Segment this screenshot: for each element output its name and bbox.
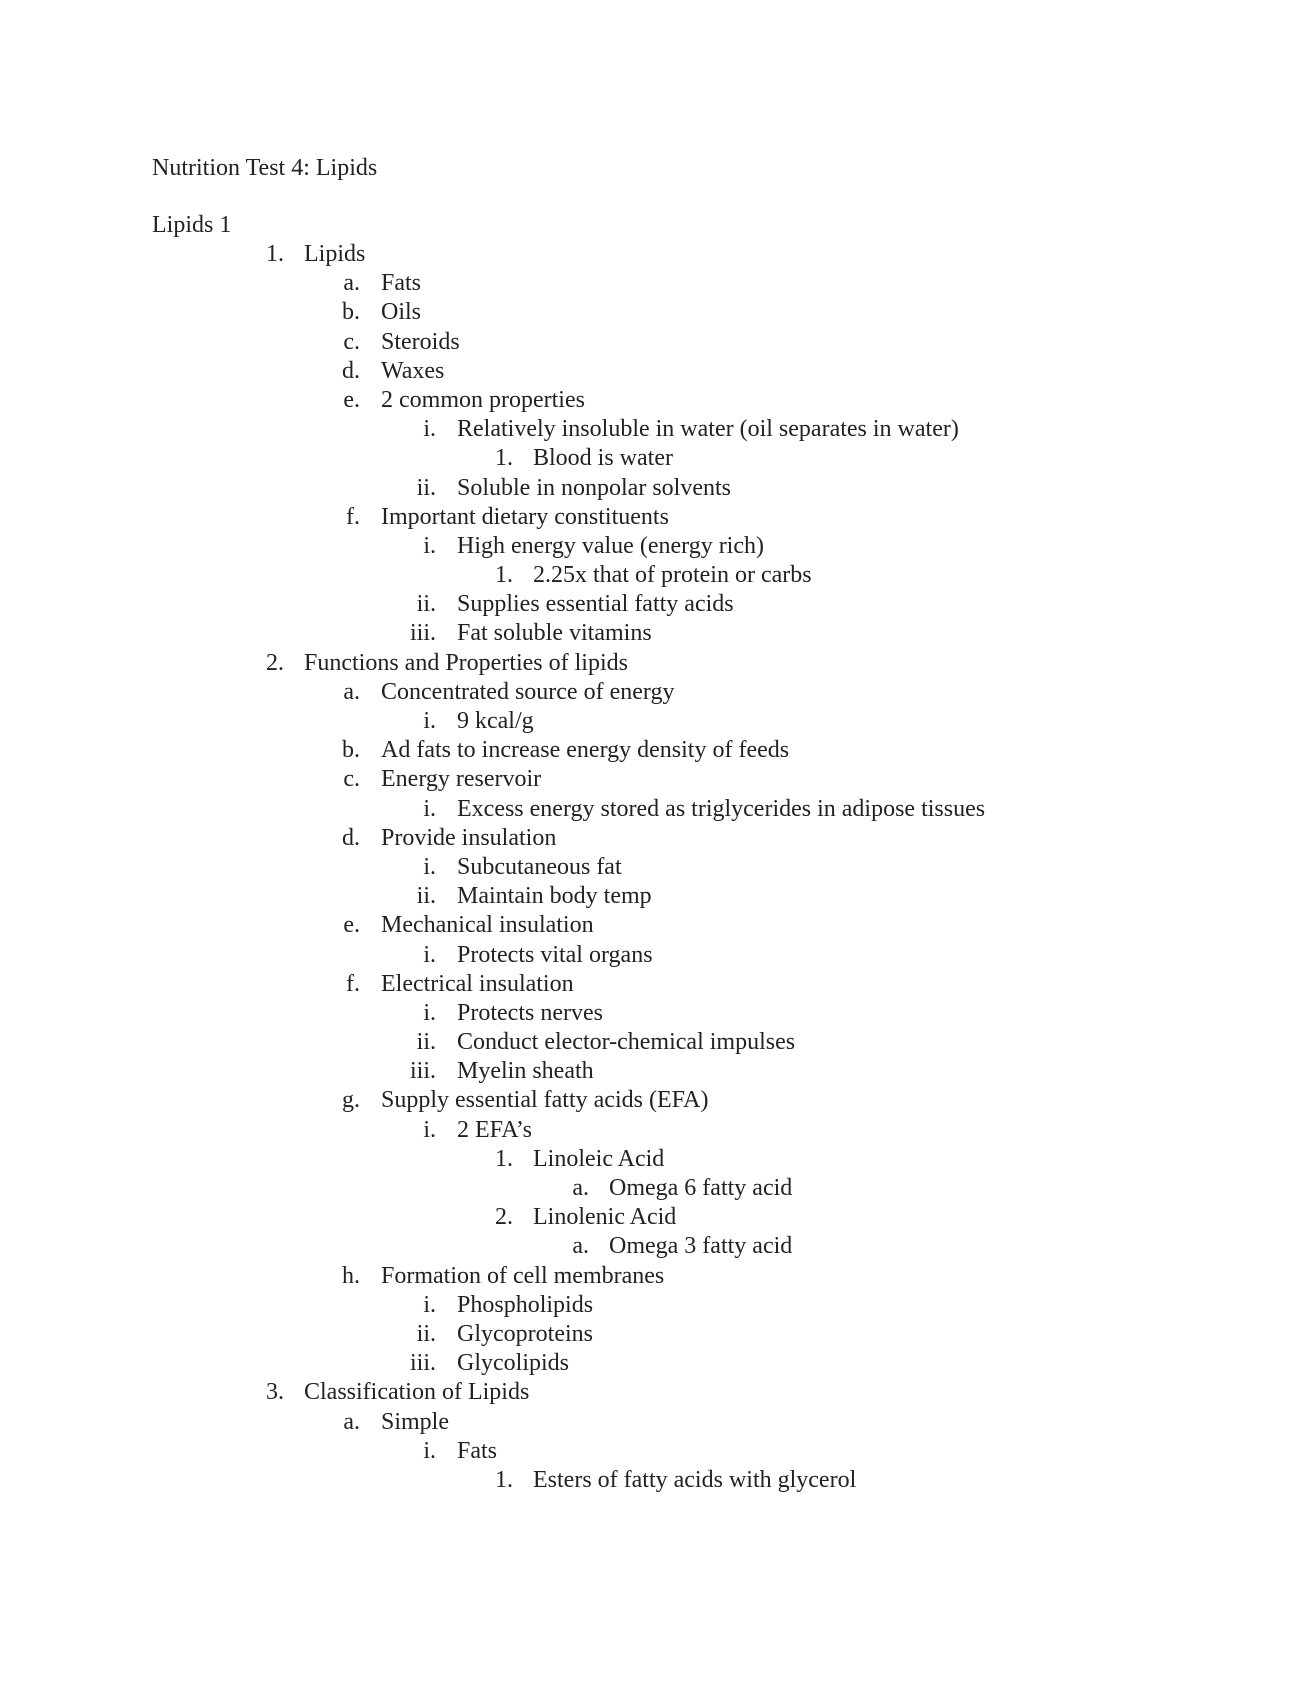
outline-item-level-3 [0, 1437, 1306, 1466]
outline-text: Linoleic Acid [533, 1145, 665, 1172]
outline-marker: i. [423, 1291, 436, 1318]
outline-item-level-5 [0, 1174, 1306, 1203]
outline-text: Maintain body temp [457, 883, 652, 910]
outline-marker: 1. [495, 1466, 513, 1493]
outline-text: 2 common properties [381, 386, 585, 413]
outline-text: Glycoproteins [457, 1320, 593, 1347]
outline-item-level-2 [0, 736, 1306, 765]
outline-item-level-2 [0, 1262, 1306, 1291]
outline-text: 2 EFA’s [457, 1116, 532, 1143]
outline-item-level-4 [0, 444, 1306, 473]
outline-marker: a. [572, 1175, 589, 1201]
outline-text: 2.25x that of protein or carbs [533, 562, 812, 589]
outline-text: Fat soluble vitamins [457, 620, 652, 647]
outline-marker: 1. [495, 562, 513, 589]
outline-text: Linolenic Acid [533, 1204, 677, 1231]
outline-item-level-3 [0, 590, 1306, 619]
outline-marker: ii. [416, 1320, 436, 1347]
outline-text: Glycolipids [457, 1350, 569, 1377]
outline-item-level-3 [0, 707, 1306, 736]
outline-marker: a. [572, 1233, 589, 1260]
section-heading: Lipids 1 [152, 212, 232, 238]
outline-text: Conduct elector-chemical impulses [457, 1029, 796, 1056]
outline-marker: iii. [409, 1058, 436, 1085]
outline-item-level-3 [0, 1057, 1306, 1086]
outline-text: Classification of Lipids [304, 1379, 530, 1406]
outline-item-level-3 [0, 1028, 1306, 1057]
outline-item-level-2 [0, 328, 1306, 357]
outline-item-level-2 [0, 1086, 1306, 1115]
outline-marker: 2. [266, 649, 284, 676]
outline-text: Simple [381, 1408, 450, 1435]
outline-marker: c. [343, 328, 360, 355]
outline-text: Excess energy stored as triglycerides in adipose tissues [457, 795, 986, 822]
outline-item-level-5 [0, 1232, 1306, 1261]
outline-marker: f. [346, 503, 360, 530]
outline-text: Fats [457, 1437, 498, 1464]
outline-item-level-2 [0, 1408, 1306, 1437]
outline-marker: ii. [416, 1029, 436, 1056]
outline-marker: i. [423, 795, 436, 822]
outline-text: 9 kcal/g [457, 708, 534, 734]
outline-item-level-4 [0, 1145, 1306, 1174]
outline-item-level-3 [0, 853, 1306, 882]
outline-item-level-1 [0, 240, 1306, 269]
outline-text: Oils [381, 299, 422, 326]
outline-marker: ii. [416, 883, 436, 910]
outline-text: Myelin sheath [457, 1058, 594, 1085]
outline-item-level-2 [0, 678, 1306, 707]
outline-marker: a. [343, 1408, 360, 1435]
outline-marker: g. [342, 1087, 360, 1114]
outline-marker: c. [343, 766, 360, 793]
outline-item-level-3 [0, 941, 1306, 970]
outline-text: Waxes [381, 357, 445, 384]
outline-text: Phospholipids [457, 1291, 594, 1318]
outline-text: Ad fats to increase energy density of feeds [381, 737, 790, 764]
outline-item-level-1 [0, 1378, 1306, 1407]
outline-marker: d. [342, 357, 360, 384]
outline-marker: i. [423, 941, 436, 968]
outline-marker: h. [342, 1262, 360, 1289]
outline-text: Provide insulation [381, 824, 557, 851]
outline-text: Concentrated source of energy [381, 678, 675, 705]
outline-item-level-3 [0, 415, 1306, 444]
outline-marker: i. [423, 1116, 436, 1143]
outline-item-level-2 [0, 357, 1306, 386]
outline-marker: i. [423, 853, 436, 880]
document-title: Nutrition Test 4: Lipids [152, 155, 378, 181]
outline-text: Important dietary constituents [381, 503, 669, 530]
outline-text: Supplies essential fatty acids [457, 591, 734, 618]
outline-marker: a. [343, 270, 360, 297]
outline-item-level-4 [0, 1466, 1306, 1495]
outline-marker: 2. [495, 1204, 513, 1231]
outline-item-level-3 [0, 999, 1306, 1028]
outline-text: Lipids [304, 241, 366, 267]
outline-text: Electrical insulation [381, 970, 574, 997]
outline-marker: iii. [409, 1350, 436, 1377]
outline-item-level-2 [0, 386, 1306, 415]
outline-list [0, 240, 1306, 1495]
outline-marker: e. [343, 912, 360, 939]
outline-text: Functions and Properties of lipids [304, 649, 628, 676]
outline-text: Steroids [381, 328, 460, 355]
outline-marker: d. [342, 824, 360, 851]
outline-text: Soluble in nonpolar solvents [457, 474, 731, 501]
outline-text: Supply essential fatty acids (EFA) [381, 1087, 709, 1114]
outline-marker: i. [423, 416, 436, 443]
outline-marker: b. [342, 299, 360, 326]
outline-marker: 1. [495, 1145, 513, 1172]
outline-item-level-2 [0, 911, 1306, 940]
outline-item-level-3 [0, 619, 1306, 648]
outline-text: Blood is water [533, 445, 673, 472]
outline-item-level-4 [0, 1203, 1306, 1232]
outline-item-level-3 [0, 1291, 1306, 1320]
outline-marker: a. [343, 678, 360, 705]
outline-item-level-3 [0, 474, 1306, 503]
outline-item-level-3 [0, 532, 1306, 561]
outline-item-level-3 [0, 1320, 1306, 1349]
outline-item-level-2 [0, 765, 1306, 794]
outline-item-level-2 [0, 503, 1306, 532]
outline-text: Mechanical insulation [381, 912, 594, 939]
outline-text: Protects vital organs [457, 941, 653, 968]
outline-marker: i. [423, 1437, 436, 1464]
outline-item-level-2 [0, 970, 1306, 999]
outline-text: Omega 6 fatty acid [609, 1175, 793, 1201]
outline-text: Energy reservoir [381, 766, 542, 793]
outline-text: Formation of cell membranes [381, 1262, 665, 1289]
outline-item-level-3 [0, 795, 1306, 824]
outline-marker: i. [423, 708, 436, 734]
outline-item-level-2 [0, 298, 1306, 327]
outline-marker: 3. [266, 1379, 284, 1406]
outline-marker: ii. [416, 591, 436, 618]
outline-text: Subcutaneous fat [457, 853, 622, 880]
outline-marker: iii. [409, 620, 436, 647]
outline-text: Esters of fatty acids with glycerol [533, 1466, 857, 1493]
outline-text: Omega 3 fatty acid [609, 1233, 793, 1260]
outline-marker: ii. [416, 474, 436, 501]
outline-marker: i. [423, 532, 436, 559]
outline-marker: i. [423, 999, 436, 1026]
outline-text: High energy value (energy rich) [457, 532, 764, 559]
outline-text: Fats [381, 270, 422, 297]
outline-item-level-3 [0, 1116, 1306, 1145]
outline-item-level-1 [0, 649, 1306, 678]
outline-marker: e. [343, 386, 360, 413]
outline-text: Relatively insoluble in water (oil separates in water) [457, 416, 959, 443]
outline-marker: b. [342, 737, 360, 764]
outline-item-level-4 [0, 561, 1306, 590]
outline-text: Protects nerves [457, 999, 603, 1026]
outline-marker: f. [346, 970, 360, 997]
outline-item-level-2 [0, 824, 1306, 853]
outline-marker: 1. [495, 445, 513, 472]
outline-item-level-3 [0, 882, 1306, 911]
outline-item-level-2 [0, 269, 1306, 298]
outline-marker: 1. [266, 241, 284, 267]
outline-item-level-3 [0, 1349, 1306, 1378]
